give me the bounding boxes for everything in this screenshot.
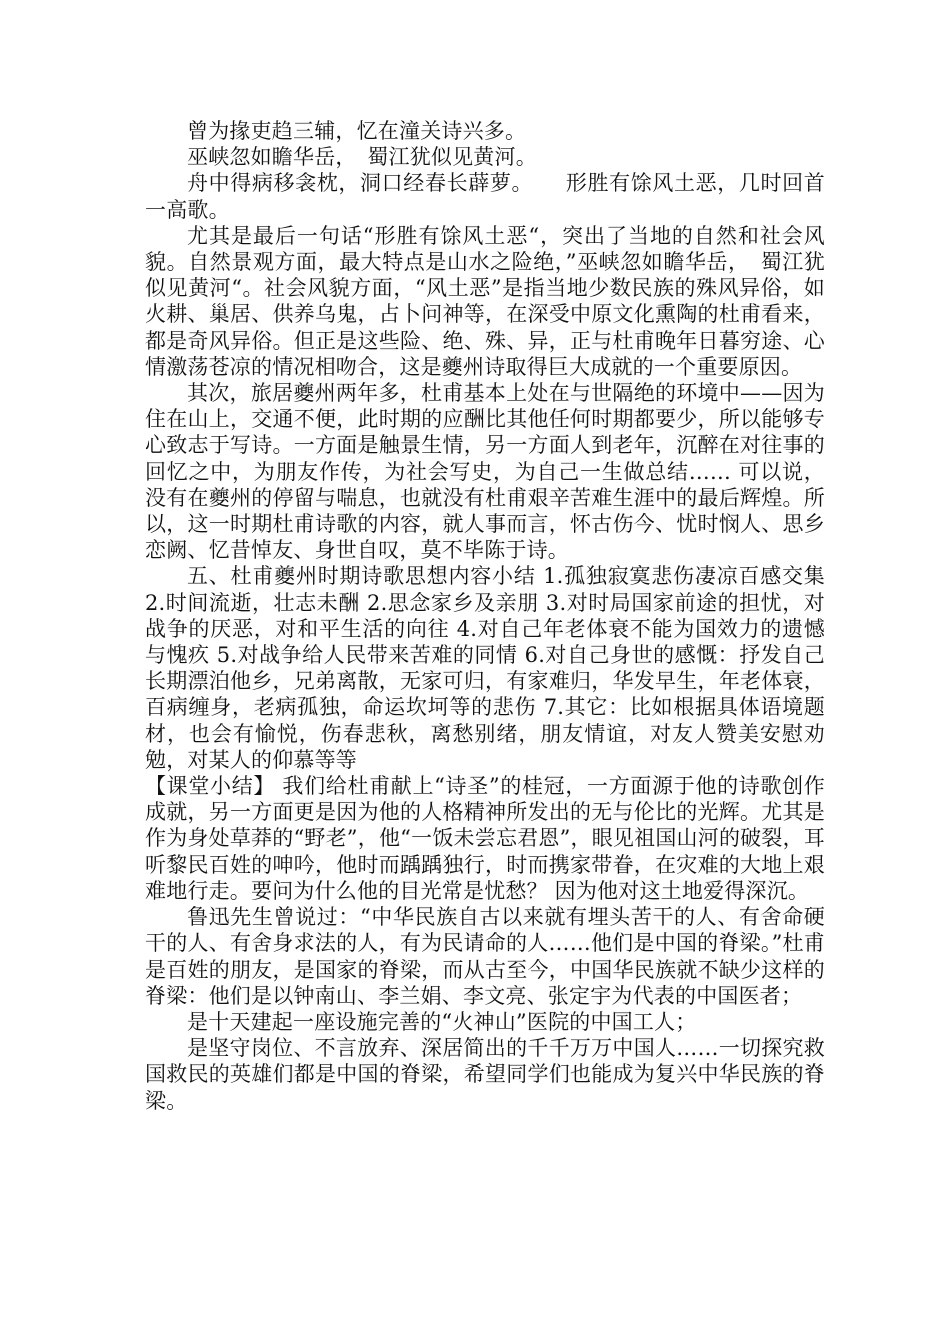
paragraph-conclusion: 是坚守岗位、不言放弃、深居简出的千千万万中国人……一切探究救国救民的英雄们都是中国的脊梁，希望同学们也能成为复兴中华民族的脊梁。: [145, 1036, 825, 1113]
paragraph-last-line-analysis: 尤其是最后一句话“形胜有馀风土恶“，突出了当地的自然和社会风貌。自然景观方面，最大特点是山水之险绝，”巫峡忽如瞻华岳， 蜀江犹似见黄河“。社会风貌方面，“风土恶”是指当地少数民族的殊风异俗，如火耕、巢居、供养乌鬼，占卜问神等，在深受中原文化熏陶的杜甫看来，都是奇风异俗。但正是这些险、绝、殊、异，正与杜甫晚年日暮穷途、心情激荡苍凉的情况相吻合，这是夔州诗取得巨大成就的一个重要原因。: [145, 223, 825, 379]
poem-line-1: 曾为掾吏趋三辅，忆在潼关诗兴多。: [187, 119, 527, 143]
document-body: [145, 118, 825, 1114]
poem-line-2: 巫峡忽如瞻华岳， 蜀江犹似见黄河。: [187, 145, 537, 170]
paragraph-class-summary: 【课堂小结】 我们给杜甫献上“诗圣”的桂冠，一方面源于他的诗歌创作成就，另一方面更是因为他的人格精神所发出的无与伦比的光辉。尤其是作为身处草莽的“野老”，他“一饭未尝忘君恩”，眼见祖国山河的破裂，耳听黎民百姓的呻吟，他时而踽踽独行，时而携家带眷，在灾难的大地上艰难地行走。要问为什么他的目光常是忧愁？ 因为他对这土地爱得深沉。: [145, 774, 825, 903]
paragraph-workers: 是十天建起一座设施完善的“火神山”医院的中国工人；: [187, 1009, 697, 1034]
paragraph-secondly: 其次，旅居夔州两年多，杜甫基本上处在与世隔绝的环境中——因为住在山上，交通不便，此时期的应酬比其他任何时期都要少，所以能够专心致志于写诗。一方面是触景生情，另一方面人到老年，沉醉在对往事的回忆之中，为朋友作传，为社会写史，为自己一生做总结…… 可以说，没有在夔州的停留与喘息，也就没有杜甫艰辛苦难生涯中的最后辉煌。所以，这一时期杜甫诗歌的内容，就人事而言，怀古伤今、忧时悯人、思乡恋阙、忆昔悼友、身世自叹，莫不毕陈于诗。: [145, 381, 825, 563]
paragraph-lu-xun-quote: 鲁迅先生曾说过：“中华民族自古以来就有埋头苦干的人、有舍命硬干的人、有舍身求法的人，有为民请命的人……他们是中国的脊梁。”杜甫是百姓的朋友，是国家的脊梁，而从古至今，中国华民族就不缺少这样的脊梁：他们是以钟南山、李兰娟、李文亮、张定宇为代表的中国医者；: [145, 905, 825, 1008]
paragraph-summary-points: 五、杜甫夔州时期诗歌思想内容小结 1.孤独寂寞悲伤凄凉百感交集 2.时间流逝，壮志未酬 2.思念家乡及亲朋 3.对时局国家前途的担忧，对战争的厌恶，对和平生活的向往 4.对自己年老体衰不能为国效力的遗憾与愧疚 5.对战争给人民带来苦难的同情 6.对自己身世的感慨：抒发自己长期漂泊他乡，兄弟离散，无家可归，有家难归，华发早生，年老体衰，百病缠身，老病孤独，命运坎坷等的悲伤 7.其它：比如根据具体语境题材，也会有愉悦，伤春悲秋，离愁别绪，朋友情谊，对友人赞美安慰劝勉，对某人的仰慕等等: [145, 564, 825, 772]
poem-line-3: 舟中得病移衾枕，洞口经春长薜萝。 形胜有馀风土恶，几时回首一高歌。: [145, 171, 825, 222]
